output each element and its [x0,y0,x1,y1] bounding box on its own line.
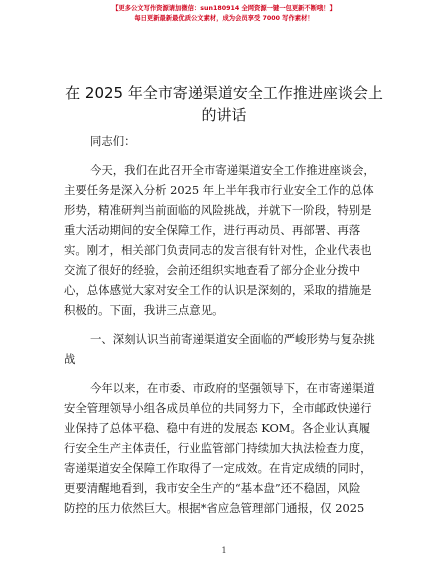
paragraph-line: 主要任务是深入分析 2025 年上半年我市行业安全工作的总体 [64,183,374,197]
paragraph-line: 实。刚才，相关部门负责同志的发言很有针对性，企业代表也 [64,243,372,257]
title-line-1: 在 2025 年全市寄递渠道安全工作推进座谈会上 [65,84,383,102]
paragraph-line: 积极的。下面，我讲三点意见。 [64,303,224,317]
banner-line-1: 【更多公文写作资源请加微信：sun180914 全网资源一键一包更新不断哦！】 [112,5,336,12]
paragraph-line: 交流了很好的经验，会前还组织实地查看了部分企业分拨中 [64,263,361,277]
page-number: 1 [221,546,227,555]
paragraph-line: 形势，精准研判当前面临的风险挑战，并就下一阶段，特别是 [64,203,372,217]
paragraph-line: 重大活动期间的安全保障工作，进行再动员、再部署、再落 [64,223,361,237]
salutation: 同志们： [90,134,136,148]
banner-line-2: 每日更新最新最优质公文素材，成为会员享受 7000 写作素材！ [134,15,314,22]
paragraph-line: 行安全生产主体责任，行业监管部门持续加大执法检查力度， [64,441,372,455]
paragraph-line: 业保持了总体平稳、稳中有进的发展态 KOM。各企业认真履 [64,421,371,435]
section-heading-line: 战 [64,352,76,366]
paragraph-line: 安全管理领导小组各成员单位的共同努力下，全市邮政快递行 [64,401,372,415]
paragraph-line: 今年以来，在市委、市政府的坚强领导下，在市寄递渠道 [90,381,375,395]
document-title [40,82,408,126]
paragraph-line: 寄递渠道安全保障工作取得了一定成效。在肯定成绩的同时， [64,461,372,475]
paragraph-line: 防控的压力依然巨大。根据*省应急管理部门通报，仅 2025 [64,501,365,515]
document-body [64,131,386,518]
header-banner [0,4,448,24]
paragraph-line: 今天，我们在此召开全市寄递渠道安全工作推进座谈会， [90,163,375,177]
section-heading-line: 一、深刻认识当前寄递渠道安全面临的严峻形势与复杂挑 [90,332,375,346]
paragraph-line: 更要清醒地看到，我市安全生产的“基本盘”还不稳固，风险 [64,481,361,495]
title-line-2: 的讲话 [201,106,247,124]
paragraph-line: 心，总体感觉大家对安全工作的认识是深刻的，采取的措施是 [64,283,372,297]
